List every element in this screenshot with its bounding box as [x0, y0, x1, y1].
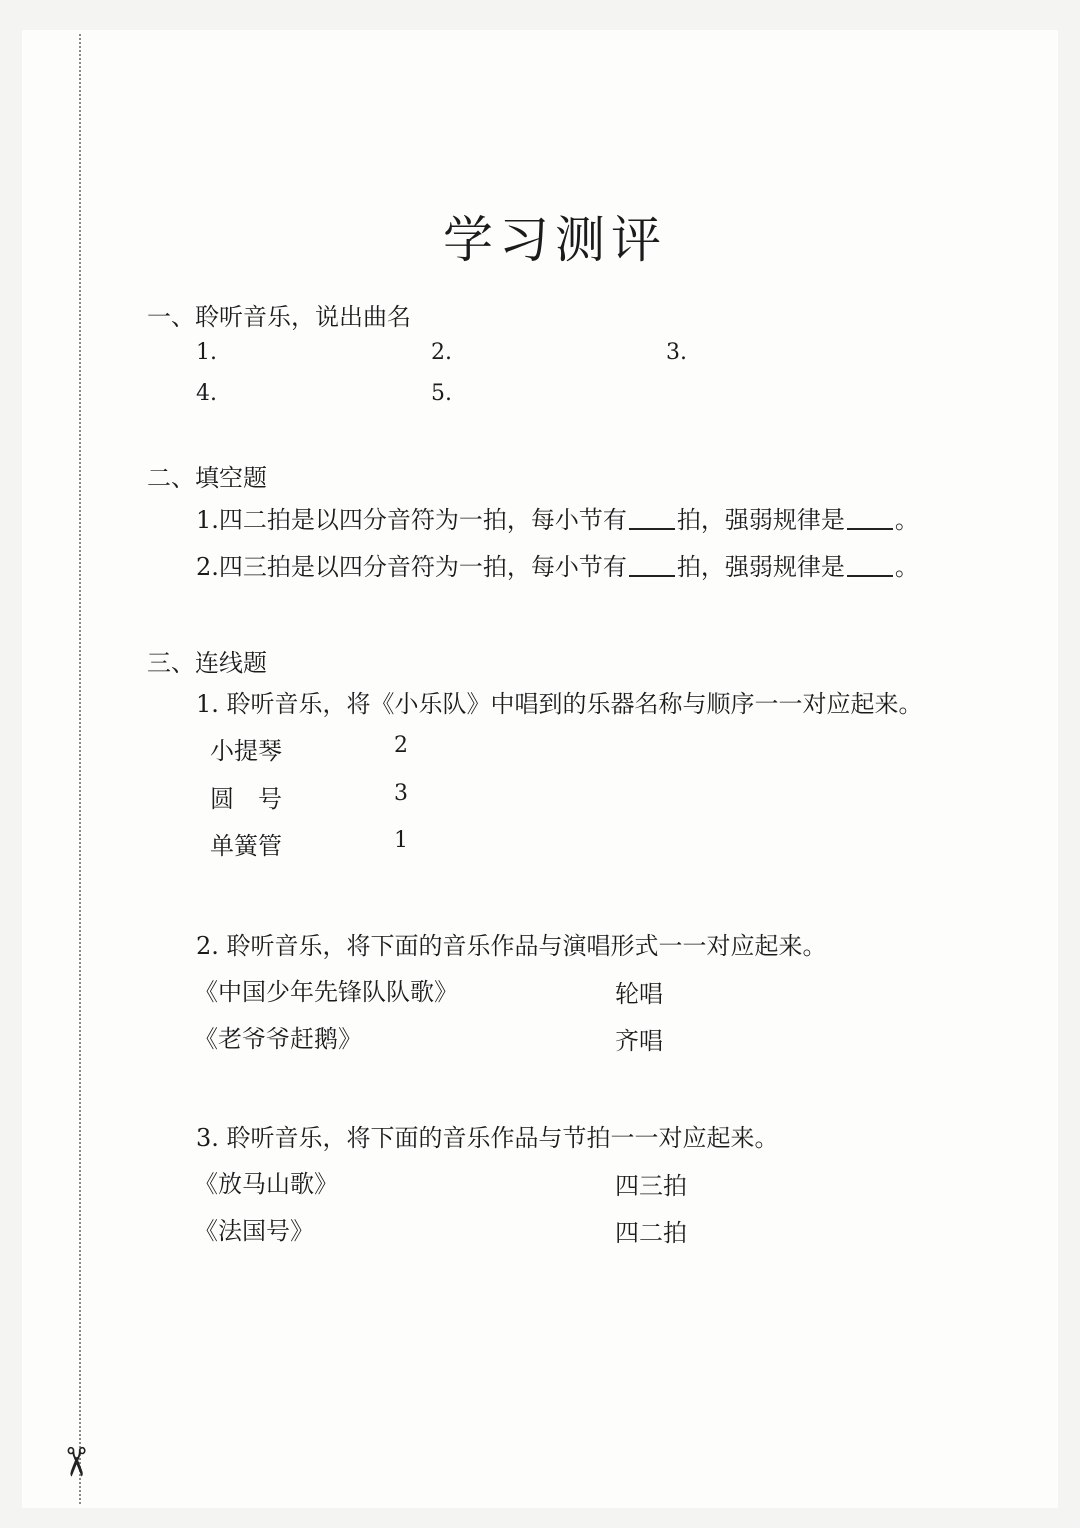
listen-item-4: 4.: [196, 381, 217, 406]
match-q1-right-3[interactable]: 1: [394, 828, 408, 853]
fill-q1-text-a: 1.四二拍是以四分音符为一拍，每小节有: [196, 506, 627, 534]
listen-item-5: 5.: [431, 381, 452, 406]
match-q2-prompt: 2. 聆听音乐，将下面的音乐作品与演唱形式一一对应起来。: [196, 932, 827, 960]
match-q1-prompt: 1. 聆听音乐，将《小乐队》中唱到的乐器名称与顺序一一对应起来。: [196, 690, 923, 718]
listen-item-2: 2.: [431, 340, 452, 365]
fill-q2-blank-1[interactable]: [629, 553, 675, 577]
fill-q1-blank-2[interactable]: [847, 506, 893, 530]
fill-question-1: [196, 500, 919, 535]
match-q1-left-1[interactable]: 小提琴: [210, 737, 282, 765]
scissors-icon: ✂: [51, 1445, 98, 1479]
fill-q1-text-c: 。: [894, 506, 919, 534]
listen-item-1: 1.: [196, 340, 217, 365]
match-q3-left-2[interactable]: 《法国号》: [194, 1217, 314, 1245]
match-q2-left-2[interactable]: 《老爷爷赶鹅》: [194, 1025, 362, 1053]
section2-heading: 二、填空题: [147, 464, 267, 492]
match-q3-right-2[interactable]: 四二拍: [615, 1219, 687, 1247]
section1-heading: 一、聆听音乐，说出曲名: [147, 303, 411, 331]
match-q2-right-1[interactable]: 轮唱: [615, 980, 663, 1008]
match-q2-right-2[interactable]: 齐唱: [615, 1027, 663, 1055]
match-q3-left-1[interactable]: 《放马山歌》: [194, 1170, 338, 1198]
match-q3-right-1[interactable]: 四三拍: [615, 1172, 687, 1200]
match-q1-left-3[interactable]: 单簧管: [210, 832, 282, 860]
match-q1-right-2[interactable]: 3: [394, 781, 408, 806]
fill-q1-blank-1[interactable]: [629, 506, 675, 530]
listen-item-3: 3.: [666, 340, 687, 365]
match-q1-left-2[interactable]: 圆 号: [210, 785, 282, 813]
fill-q2-blank-2[interactable]: [847, 553, 893, 577]
fill-q2-text-a: 2.四三拍是以四分音符为一拍，每小节有: [196, 553, 627, 581]
match-q1-right-1[interactable]: 2: [394, 733, 408, 758]
fill-q2-text-b: 拍，强弱规律是: [676, 553, 845, 581]
fill-question-2: [196, 547, 919, 582]
section3-heading: 三、连线题: [147, 649, 267, 677]
match-q3-prompt: 3. 聆听音乐，将下面的音乐作品与节拍一一对应起来。: [196, 1124, 779, 1152]
fill-q2-text-c: 。: [894, 553, 919, 581]
match-q2-left-1[interactable]: 《中国少年先锋队队歌》: [194, 978, 458, 1006]
fill-q1-text-b: 拍，强弱规律是: [676, 506, 845, 534]
page-title: 学习测评: [443, 211, 667, 269]
